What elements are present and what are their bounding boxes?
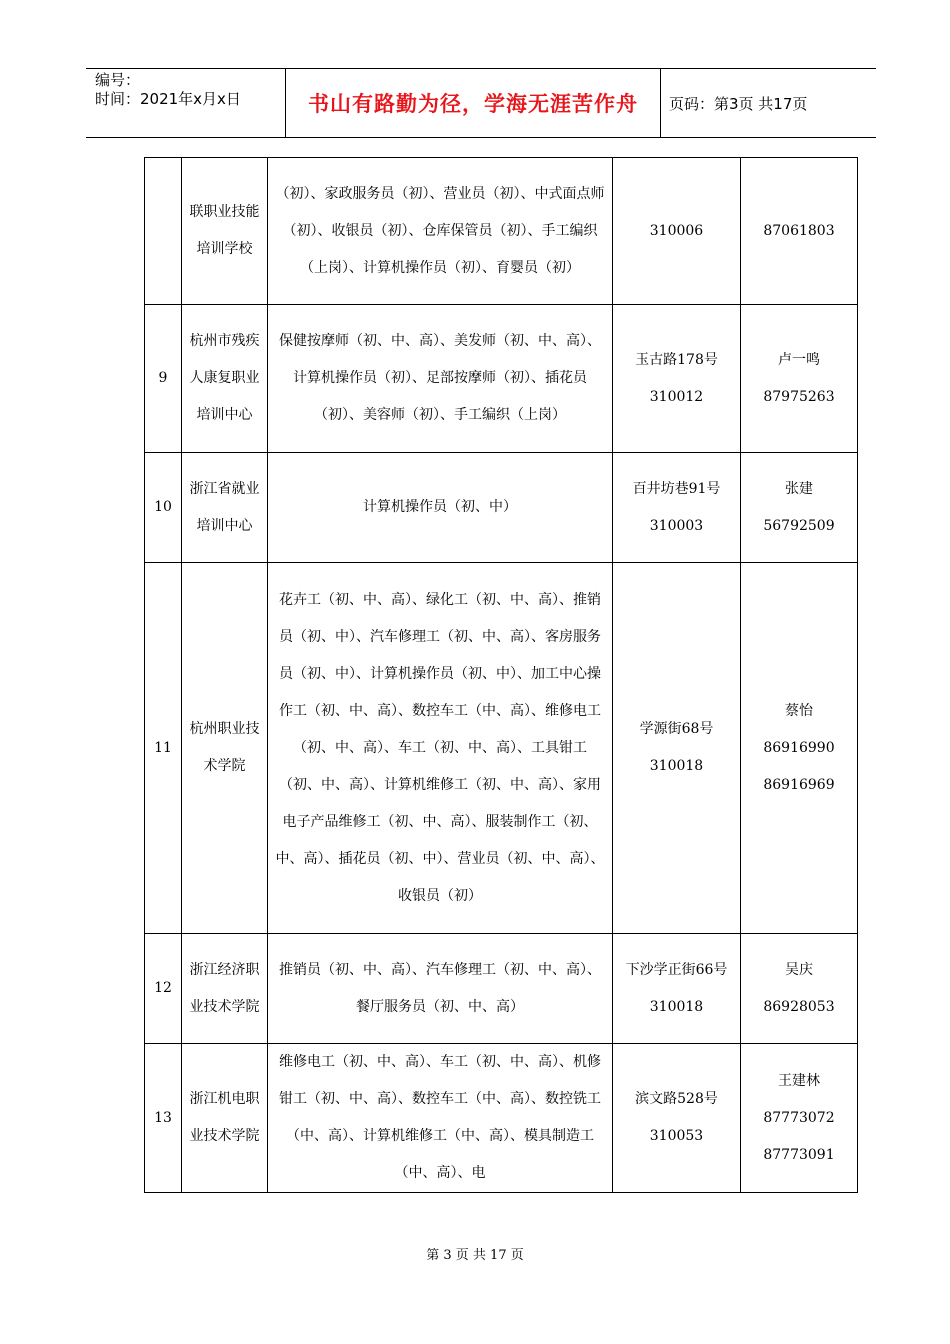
institution-name: 联职业技能培训学校 xyxy=(182,158,268,305)
institution-name: 浙江机电职业技术学院 xyxy=(182,1044,268,1193)
address-cell xyxy=(613,563,741,934)
postal-code: 310018 xyxy=(649,758,704,774)
contact-phone: 56792509 xyxy=(763,517,835,534)
postal-code: 310053 xyxy=(649,1128,704,1144)
contact-name: 卢一鸣 xyxy=(778,351,820,368)
contact-name: 王建林 xyxy=(778,1072,820,1089)
address-cell xyxy=(613,453,741,563)
table-row xyxy=(145,563,858,934)
row-number: 9 xyxy=(145,305,182,453)
page-header xyxy=(86,68,876,138)
header-meta xyxy=(86,69,286,137)
training-jobs: 推销员（初、中、高）、汽车修理工（初、中、高）、餐厅服务员（初、中、高） xyxy=(268,934,613,1044)
training-jobs: 保健按摩师（初、中、高）、美发师（初、中、高）、计算机操作员（初）、足部按摩师（初）、插花员（初）、美容师（初）、手工编织（上岗） xyxy=(268,305,613,453)
address-street: 玉古路178号 xyxy=(635,351,718,368)
table-row xyxy=(145,158,858,305)
training-jobs: 计算机操作员（初、中） xyxy=(268,453,613,563)
table-row xyxy=(145,1044,858,1193)
postal-code: 310012 xyxy=(649,388,704,405)
table-row xyxy=(145,305,858,453)
table-row xyxy=(145,453,858,563)
contact-cell xyxy=(741,158,858,305)
contact-name: 张建 xyxy=(785,480,813,497)
institution-name: 浙江经济职业技术学院 xyxy=(182,934,268,1044)
code-label: 编号： xyxy=(95,71,141,89)
postal-code: 310018 xyxy=(649,998,704,1015)
contact-cell xyxy=(741,1044,858,1193)
contact-phone-2: 87773091 xyxy=(763,1146,835,1163)
training-jobs: 花卉工（初、中、高）、绿化工（初、中、高）、推销员（初、中）、汽车修理工（初、中、高）、客房服务员（初、中）、计算机操作员（初、中）、加工中心操作工（初、中、高）、数控车工（中、高）、维修电工（初、中、高）、车工（初、中、高）、工具钳工（初、中、高）、计算机维修工（初、中、高）、家用电子产品维修工（初、中、高）、服装制作工（初、中、高）、插花员（初、中）、营业员（初、中、高）、收银员（初） xyxy=(268,563,613,934)
time-label: 时间：2021年x月x日 xyxy=(95,90,241,108)
contact-name: 吴庆 xyxy=(785,961,813,978)
address-cell xyxy=(613,158,741,305)
postal-code: 310003 xyxy=(649,517,704,534)
contact-phone: 87773072 xyxy=(763,1109,835,1126)
contact-phone: 87975263 xyxy=(763,388,835,405)
row-number: 12 xyxy=(145,934,182,1044)
contact-phone-2: 86916969 xyxy=(763,776,835,793)
address-cell xyxy=(613,1044,741,1193)
training-jobs: 维修电工（初、中、高）、车工（初、中、高）、机修钳工（初、中、高）、数控车工（中、高）、数控铣工（中、高）、计算机维修工（中、高）、模具制造工（中、高）、电 xyxy=(268,1044,613,1193)
row-number xyxy=(145,158,182,305)
institution-name: 杭州市残疾人康复职业培训中心 xyxy=(182,305,268,453)
page-footer: 第 3 页 共 17 页 xyxy=(426,1248,524,1263)
address-street: 下沙学正街66号 xyxy=(625,961,728,978)
row-number: 13 xyxy=(145,1044,182,1193)
contact-phone: 87061803 xyxy=(763,222,835,239)
institution-name: 浙江省就业培训中心 xyxy=(182,453,268,563)
contact-phone: 86916990 xyxy=(763,739,835,756)
training-institution-table xyxy=(144,157,858,1193)
table-row xyxy=(145,934,858,1044)
contact-cell xyxy=(741,453,858,563)
header-page-info: 页码：第3页 共17页 xyxy=(669,94,808,113)
row-number: 10 xyxy=(145,453,182,563)
contact-cell xyxy=(741,934,858,1044)
address-street: 滨文路528号 xyxy=(635,1091,718,1107)
header-motto: 书山有路勤为径，学海无涯苦作舟 xyxy=(286,69,661,137)
contact-name: 蔡怡 xyxy=(785,702,813,719)
address-cell xyxy=(613,305,741,453)
institution-name: 杭州职业技术学院 xyxy=(182,563,268,934)
contact-cell xyxy=(741,305,858,453)
postal-code: 310006 xyxy=(649,222,704,239)
address-cell xyxy=(613,934,741,1044)
contact-phone: 86928053 xyxy=(763,998,835,1015)
address-street: 学源街68号 xyxy=(639,721,714,737)
address-street: 百井坊巷91号 xyxy=(632,480,721,497)
row-number: 11 xyxy=(145,563,182,934)
training-jobs: （初）、家政服务员（初）、营业员（初）、中式面点师（初）、收银员（初）、仓库保管员（初）、手工编织（上岗）、计算机操作员（初）、育婴员（初） xyxy=(268,158,613,305)
contact-cell xyxy=(741,563,858,934)
